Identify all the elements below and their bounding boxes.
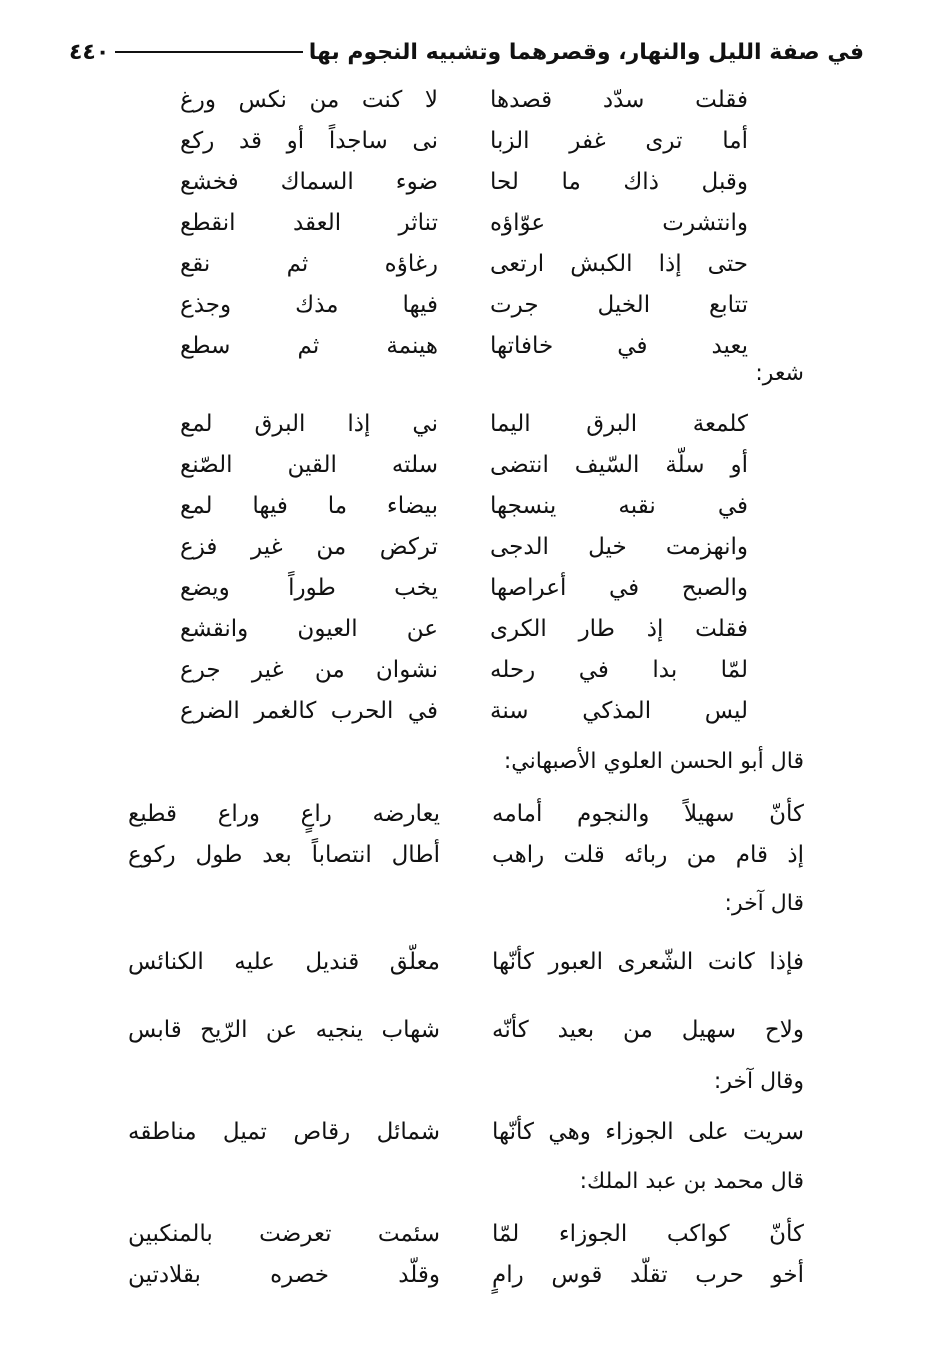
verse-first-hemistich: حتى إذا الكبش ارتعى: [490, 251, 748, 277]
verse-line: [0, 162, 936, 203]
verse-line: [0, 527, 936, 568]
poem-block-6: [0, 1112, 936, 1153]
verse-second-hemistich: يعارضه راعٍ وراع قطيع: [128, 801, 440, 827]
verse-line: [0, 244, 936, 285]
verse-second-hemistich: معلّق قنديل عليه الكنائس: [128, 949, 440, 975]
verse-first-hemistich: يعيد في خافاتها: [490, 333, 748, 359]
verse-line: [0, 404, 936, 445]
verse-line: [0, 691, 936, 732]
verse-first-hemistich: في نقبه ينسجها: [490, 493, 748, 519]
verse-first-hemistich: أو سلّة السّيف انتضى: [490, 452, 748, 478]
verse-line: [0, 609, 936, 650]
poem-block-2: [0, 404, 936, 732]
section-label-muhammad: قال محمد بن عبد الملك:: [579, 1169, 804, 1194]
verse-second-hemistich: أطال انتصاباً بعد طول ركوع: [128, 842, 440, 868]
verse-second-hemistich: رغاؤه ثم نقع: [180, 251, 438, 277]
verse-first-hemistich: ليس المذكي سنة: [490, 698, 748, 724]
section-label-shir: شعر:: [755, 361, 804, 386]
verse-line: [0, 1255, 936, 1296]
page-number: ٤٤٠: [69, 39, 110, 65]
verse-second-hemistich: سلته القين الصّنع: [180, 452, 438, 478]
verse-first-hemistich: كأنّ كواكب الجوزاء لمّا: [492, 1221, 804, 1247]
verse-first-hemistich: لمّا بدا في رحله: [490, 657, 748, 683]
verse-line: [0, 285, 936, 326]
verse-first-hemistich: تتابع الخيل جرت: [490, 292, 748, 318]
verse-second-hemistich: وقلّد خصره بقلادتين: [128, 1262, 440, 1288]
page-header: [55, 34, 876, 70]
section-label-akhar-2: وقال آخر:: [713, 1069, 804, 1094]
verse-second-hemistich: نشوان من غير جرع: [180, 657, 438, 683]
verse-second-hemistich: عن العيون وانقشع: [180, 616, 438, 642]
verse-second-hemistich: سئمت تعرضت بالمنكبين: [128, 1221, 440, 1247]
header-title: في صفة الليل والنهار، وقصرهما وتشبيه النجوم بها: [308, 39, 864, 65]
verse-first-hemistich: أخو حرب تقلّد قوس رامٍ: [492, 1262, 804, 1288]
poem-block-4: [0, 942, 936, 983]
verse-second-hemistich: شمائل رقاص تميل مناطقه: [128, 1119, 440, 1145]
verse-first-hemistich: وانهزمت خيل الدجى: [490, 534, 748, 560]
verse-line: [0, 445, 936, 486]
verse-first-hemistich: كلمعة البرق اليما: [490, 411, 748, 437]
verse-second-hemistich: بيضاء ما فيها لمع: [180, 493, 438, 519]
verse-second-hemistich: في الحرب كالغمر الضرع: [180, 698, 438, 724]
verse-line: [0, 1214, 936, 1255]
verse-line: [0, 1010, 936, 1051]
verse-line: [0, 568, 936, 609]
verse-line: [0, 1112, 936, 1153]
verse-first-hemistich: كأنّ سهيلاً والنجوم أمامه: [492, 801, 804, 827]
verse-second-hemistich: يخب طوراً ويضع: [180, 575, 438, 601]
verse-second-hemistich: تناثر العقد انقطع: [180, 210, 438, 236]
header-rule: [115, 51, 302, 53]
verse-second-hemistich: تركض من غير فزع: [180, 534, 438, 560]
verse-second-hemistich: ني إذا البرق لمع: [180, 411, 438, 437]
verse-line: [0, 203, 936, 244]
verse-line: [0, 486, 936, 527]
verse-second-hemistich: شهاب ينجيه عن الرّيح قابس: [128, 1017, 440, 1043]
verse-first-hemistich: وقبل ذاك ما لحا: [490, 169, 748, 195]
verse-first-hemistich: والصبح في أعراصها: [490, 575, 748, 601]
section-label-alawi: قال أبو الحسن العلوي الأصبهاني:: [503, 749, 804, 774]
verse-line: [0, 121, 936, 162]
verse-second-hemistich: لا كنت من نكس ورغ: [180, 87, 438, 113]
verse-line: [0, 80, 936, 121]
poem-block-1: [0, 80, 936, 367]
poem-block-7: [0, 1214, 936, 1296]
verse-first-hemistich: سريت على الجوزاء وهي كأنّها: [492, 1119, 804, 1145]
verse-first-hemistich: فقلت إذ طار الكرى: [490, 616, 748, 642]
verse-line: [0, 794, 936, 835]
verse-first-hemistich: إذ قام من ربائه قلت راهب: [492, 842, 804, 868]
verse-first-hemistich: فإذا كانت الشّعرى العبور كأنّها: [492, 949, 804, 975]
verse-second-hemistich: نى ساجداً أو قد ركع: [180, 128, 438, 154]
section-label-akhar-1: قال آخر:: [724, 891, 804, 916]
verse-second-hemistich: هينمة ثم سطع: [180, 333, 438, 359]
verse-second-hemistich: ضوء السماك فخشع: [180, 169, 438, 195]
verse-line: [0, 650, 936, 691]
verse-line: [0, 942, 936, 983]
verse-second-hemistich: فيها مذك وجذع: [180, 292, 438, 318]
verse-line: [0, 835, 936, 876]
verse-first-hemistich: أما ترى غفر الزبا: [490, 128, 748, 154]
poem-block-3: [0, 794, 936, 876]
poem-block-5: [0, 1010, 936, 1051]
verse-first-hemistich: وانتشرت عوّاؤه: [490, 210, 748, 236]
verse-first-hemistich: ولاح سهيل من بعيد كأنّه: [492, 1017, 804, 1043]
verse-first-hemistich: فقلت سدّد قصدها: [490, 87, 748, 113]
